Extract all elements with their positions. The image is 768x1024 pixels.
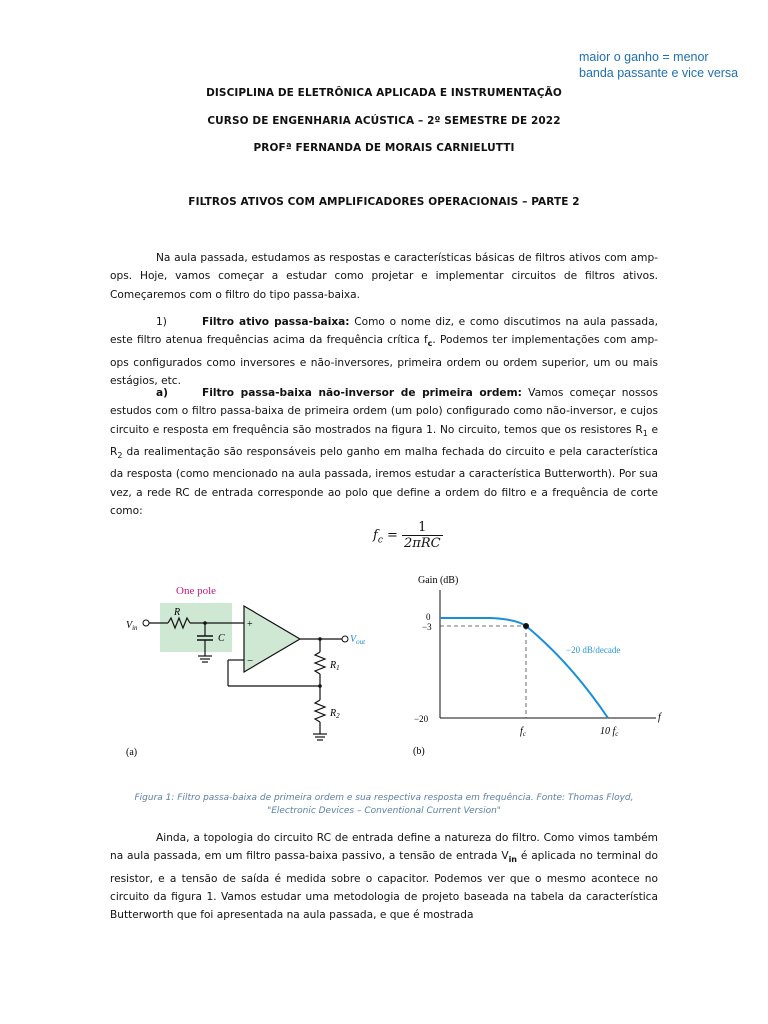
tick-minus-3: −3 <box>422 622 432 632</box>
tick-fc: $f_c$ <box>520 726 526 738</box>
course-discipline: DISCIPLINA DE ELETRÔNICA APLICADA E INSTRUMENTAÇÃO <box>206 87 562 99</box>
section-a-number: a) <box>156 387 168 399</box>
panel-a-label: (a) <box>126 747 138 758</box>
vin-sub: in <box>508 855 517 865</box>
circuit-diagram <box>120 578 380 758</box>
figure-caption <box>100 792 668 818</box>
section-a-text: Vamos começar nossos estudos com o filtro passa-baixa de primeira ordem (um polo) configurado como não-inversor, e cujos circuito e resposta em frequência são mostrados na figura 1. No circuito, temos que os resistores R <box>110 387 659 436</box>
section-1-text-cont: . Podemos ter implementações com amp-ops configurados como inversores e não-inversores, primeira ordem ou ordem superior, um ou mais estágios, etc. <box>110 334 658 387</box>
section-1-sub: c <box>427 339 433 349</box>
vin-terminal <box>143 620 149 626</box>
course-program: CURSO DE ENGENHARIA ACÚSTICA – 2º SEMESTRE DE 2022 <box>207 115 561 127</box>
resistor-r2 <box>315 700 325 722</box>
response-curve <box>440 618 608 718</box>
vin-label: $V_{in}$ <box>126 620 138 632</box>
document-title: FILTROS ATIVOS COM AMPLIFICADORES OPERACIONAIS – PARTE 2 <box>188 196 580 208</box>
formula-lhs: f <box>373 528 378 543</box>
tick-minus-20: −20 <box>414 714 429 724</box>
one-pole-region <box>160 603 232 652</box>
resistor-r-label: R <box>174 607 181 618</box>
vout-label: $V_{out}$ <box>350 634 366 646</box>
intro-paragraph: Na aula passada, estudamos as respostas e características básicas de filtros ativos com amp-ops. Hoje, vamos começar a estudar como projetar e implementar circuitos de filtros ativos. Começaremos com o filtro do tipo passa-baixa. <box>110 252 658 301</box>
formula-equals: = <box>382 528 403 543</box>
resistor-r2-label: $R_2$ <box>330 708 340 720</box>
section-a-text-c: da realimentação são responsáveis pelo ganho em malha fechada do circuito e pela característica da resposta (como mencionado na aula passada, iremos estudar a característica Butterworth). Por sua vez, a rede RC de entrada corresponde ao polo que define a ordem do filtro e a frequência de corte como: <box>110 446 658 517</box>
x-axis-label: f <box>658 712 661 723</box>
cutoff-point <box>523 623 529 629</box>
cutoff-formula <box>373 520 443 551</box>
r1-sub: 1 <box>642 428 648 438</box>
section-1-paragraph <box>110 313 658 390</box>
slope-label: −20 dB/decade <box>566 645 621 655</box>
section-1-number: 1) <box>156 316 167 328</box>
gain-axis-label: Gain (dB) <box>418 575 459 586</box>
figure-caption-line1: Figura 1: Filtro passa-baixa de primeira ordem e sua respectiva resposta em frequência. Fonte: Thomas Floyd, <box>134 793 634 803</box>
course-professor: PROFª FERNANDA DE MORAIS CARNIELUTTI <box>253 142 515 154</box>
inverting-input-sign: − <box>247 655 254 667</box>
figure-caption-line2: "Electronic Devices – Conventional Current Version" <box>267 806 501 816</box>
section-a-text-b: e R <box>110 423 658 458</box>
formula-numerator: 1 <box>402 520 443 536</box>
tick-0: 0 <box>426 612 431 622</box>
section-1-text: Como o nome diz, e como discutimos na aula passada, este filtro atenua frequências acima da frequência crítica f <box>110 316 658 347</box>
frequency-response-plot <box>380 570 680 760</box>
one-pole-label: One pole <box>176 585 217 597</box>
tick-10fc: 10 $f_c$ <box>600 726 619 738</box>
side-note <box>579 49 738 81</box>
noninverting-input-sign: + <box>247 619 253 630</box>
section-a-paragraph <box>110 384 658 520</box>
closing-text-cont: é aplicada no terminal do resistor, e a tensão de saída é medida sobre o capacitor. Podemos ver que o mesmo acontece no circuito da figura 1. Vamos estudar uma metodologia de projeto baseada na tabela da característica Butterworth que foi apresentada na aula passada, e que é mostrada <box>110 850 658 922</box>
closing-text: Ainda, a topologia do circuito RC de entrada define a natureza do filtro. Como vimos também na aula passada, em um filtro passa-baixa passivo, a tensão de entrada V <box>110 832 658 863</box>
formula-fraction <box>402 520 443 551</box>
closing-paragraph <box>110 829 658 925</box>
section-a-heading: Filtro passa-baixa não-inversor de primeira ordem: <box>202 387 522 399</box>
r2-sub: 2 <box>117 451 123 461</box>
resistor-r1 <box>315 652 325 674</box>
formula-denominator: 2πRC <box>404 536 441 551</box>
resistor-r1-label: $R_1$ <box>330 660 340 672</box>
formula-lhs-sub: c <box>377 535 383 546</box>
side-note-line1: maior o ganho = menor <box>579 50 709 64</box>
side-note-line2: banda passante e vice versa <box>579 66 739 80</box>
section-1-heading: Filtro ativo passa-baixa: <box>202 316 350 328</box>
panel-b-label: (b) <box>413 746 425 757</box>
capacitor-c-label: C <box>218 633 225 644</box>
